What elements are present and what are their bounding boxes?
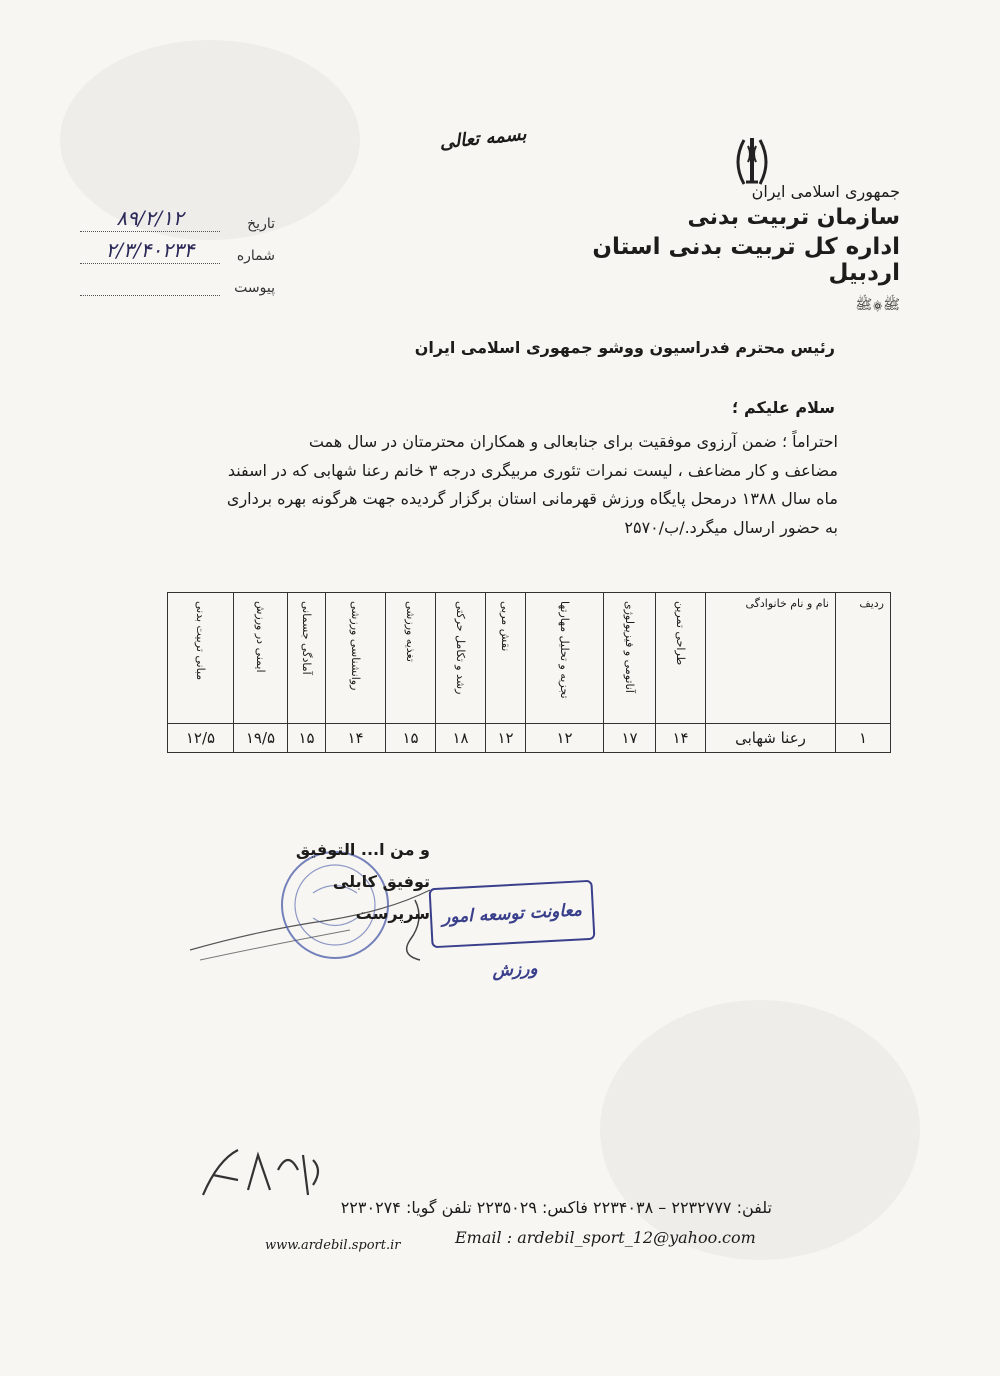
number-label: شماره [236, 248, 275, 264]
score-cell: ۱۵ [288, 724, 326, 753]
attachment-label: پیوست [234, 280, 275, 296]
score-cell: ۱۹/۵ [234, 724, 288, 753]
header-cell-subject: تغذیه ورزشی [386, 593, 436, 724]
department-stamp: معاونت توسعه امور ورزش [429, 880, 596, 949]
table-row [168, 724, 891, 753]
header-cell-subject: روانشناسی ورزشی [326, 593, 386, 724]
basmala-heading: بسمه تعالی [438, 123, 528, 154]
attachment-value [80, 294, 220, 296]
score-cell: ۱۵ [386, 724, 436, 753]
attachment-row [80, 264, 275, 296]
table-header-row [168, 593, 891, 724]
letter-body [160, 428, 838, 542]
body-line: احتراماً ؛ ضمن آرزوی موفقیت برای جنابعالی و همکاران محترمتان در سال همت [308, 432, 838, 451]
date-row [80, 200, 275, 232]
row-number-cell: ۱ [836, 724, 891, 753]
signer-name: توفیق کابلی [332, 872, 430, 891]
date-label: تاریخ [247, 216, 275, 232]
header-cell-subject: طراحی تمرین [656, 593, 706, 724]
header-cell-subject: ایمنی در ورزش [234, 593, 288, 724]
organization-name: سازمان تربیت بدنی [687, 205, 900, 230]
date-value: ۸۹/۲/۱۲ [80, 206, 220, 232]
header-cell-subject: نقش مربی [486, 593, 526, 724]
recipient-line: رئیس محترم فدراسیون ووشو جمهوری اسلامی ایران [414, 338, 835, 357]
motto-line: ﷺ۞ﷺ [855, 297, 900, 313]
footer-email: Email : ardebil_sport_12@yahoo.com [455, 1228, 756, 1247]
header-cell-subject: تجزیه و تحلیل مهارتها [526, 593, 604, 724]
body-line: ماه سال ۱۳۸۸ درمحل پایگاه ورزش قهرمانی استان برگزار گردیده جهت هرگونه بهره برداری [226, 489, 838, 508]
score-cell: ۱۴ [326, 724, 386, 753]
score-cell: ۱۷ [604, 724, 656, 753]
header-cell-subject: مبانی تربیت بدنی [168, 593, 234, 724]
signature-block [250, 834, 430, 930]
score-cell: ۱۴ [656, 724, 706, 753]
salutation-line: سلام علیکم ؛ [732, 398, 835, 417]
country-name: جمهوری اسلامی ایران [751, 182, 900, 201]
closing-line: و من ا... التوفیق [295, 840, 430, 859]
signer-title: سرپرست [355, 904, 430, 923]
header-cell-subject: رشد و تکامل حرکتی [436, 593, 486, 724]
org-header [570, 182, 900, 316]
department-name: اداره کل تربیت بدنی استان اردبیل [592, 234, 900, 286]
header-cell-subject: آمادگی جسمانی [288, 593, 326, 724]
body-line: مضاعف و کار مضاعف ، لیست نمرات تئوری مربیگری درجه ۳ خانم رعنا شهابی که در اسفند [227, 460, 838, 480]
number-row [80, 232, 275, 264]
body-line: به حضور ارسال میگرد./ب/۲۵۷۰ [624, 517, 838, 537]
header-cell-subject: آناتومی و فیزیولوژی [604, 593, 656, 724]
number-value: ۲/۳/۴۰۲۳۴ [80, 238, 220, 264]
header-cell-row-no: ردیف [836, 593, 891, 724]
grades-table [167, 592, 891, 753]
header-cell-name: نام و نام خانوادگی [706, 593, 836, 724]
score-cell: ۱۸ [436, 724, 486, 753]
paper-smudge [600, 1000, 920, 1260]
student-name-cell: رعنا شهابی [706, 724, 836, 753]
score-cell: ۱۲ [526, 724, 604, 753]
letter-meta [80, 200, 275, 296]
score-cell: ۱۲ [486, 724, 526, 753]
footer-website: www.ardebil.sport.ir [265, 1238, 401, 1253]
score-cell: ۱۲/۵ [168, 724, 234, 753]
footer-phones: تلفن: ۲۲۳۲۷۷۷ – ۲۲۳۴۰۳۸ فاکس: ۲۲۳۵۰۲۹ تلفن گویا: ۲۲۳۰۲۷۴ [340, 1198, 772, 1217]
